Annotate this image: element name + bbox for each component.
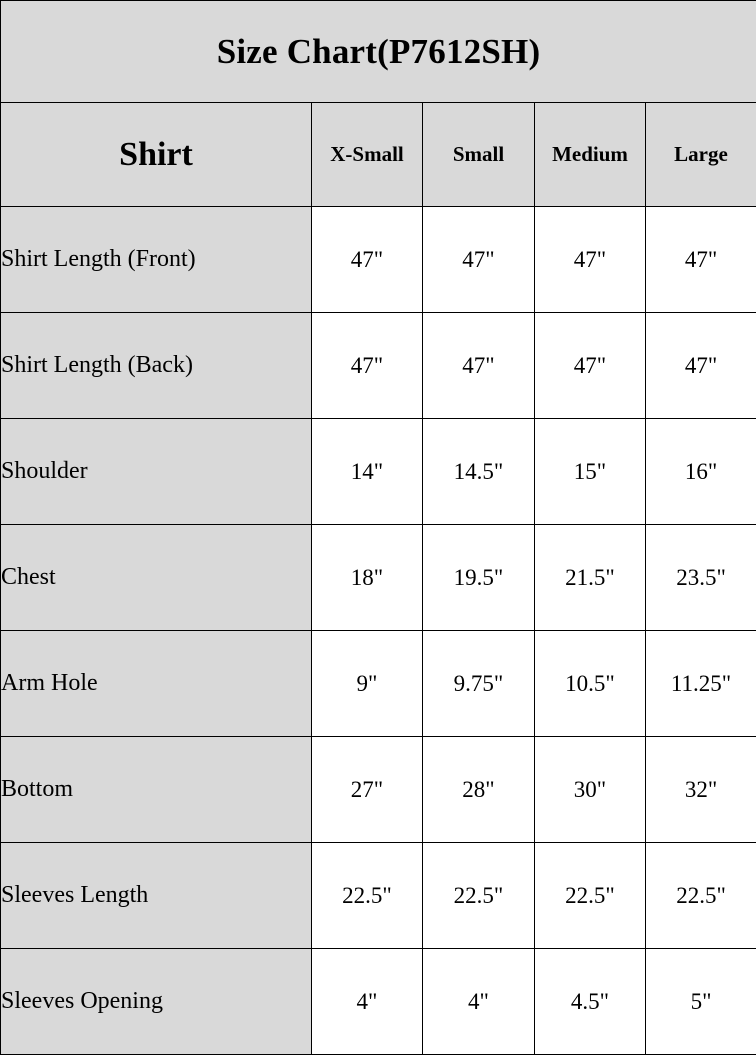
measurement-value: 15" [535,419,646,525]
measurement-value: 4" [423,949,535,1055]
measurement-value: 22.5" [312,843,423,949]
measurement-value: 4" [312,949,423,1055]
measurement-value: 21.5" [535,525,646,631]
measurement-value: 47" [312,313,423,419]
size-header-x-small: X-Small [312,103,423,207]
measurement-value: 28" [423,737,535,843]
measurement-value: 22.5" [423,843,535,949]
title-row [1,1,756,103]
measurement-label: Sleeves Length [1,843,312,949]
size-header-medium: Medium [535,103,646,207]
measurement-value: 47" [535,207,646,313]
measurement-label: Chest [1,525,312,631]
measurement-value: 32" [646,737,756,843]
measurement-value: 47" [423,313,535,419]
table-row [1,843,756,949]
table-row [1,525,756,631]
table-row [1,207,756,313]
size-header-small: Small [423,103,535,207]
measurement-value: 14.5" [423,419,535,525]
measurement-label: Shirt Length (Front) [1,207,312,313]
column-header-row [1,103,756,207]
table-row [1,737,756,843]
measurement-label: Arm Hole [1,631,312,737]
measurement-value: 19.5" [423,525,535,631]
measurement-value: 9.75" [423,631,535,737]
size-header-large: Large [646,103,756,207]
measurement-value: 4.5" [535,949,646,1055]
measurement-value: 47" [423,207,535,313]
measurement-value: 18" [312,525,423,631]
measurement-value: 30" [535,737,646,843]
category-header: Shirt [1,103,312,207]
measurement-value: 22.5" [535,843,646,949]
measurement-value: 47" [312,207,423,313]
table-row [1,949,756,1055]
measurement-value: 9" [312,631,423,737]
measurement-value: 23.5" [646,525,756,631]
measurement-value: 47" [535,313,646,419]
table-row [1,313,756,419]
measurement-label: Shirt Length (Back) [1,313,312,419]
measurement-value: 16" [646,419,756,525]
chart-title: Size Chart(P7612SH) [1,1,756,103]
table-row [1,419,756,525]
measurement-value: 11.25" [646,631,756,737]
measurement-label: Bottom [1,737,312,843]
measurement-value: 14" [312,419,423,525]
measurement-value: 47" [646,207,756,313]
measurement-label: Sleeves Opening [1,949,312,1055]
measurement-value: 22.5" [646,843,756,949]
table-row [1,631,756,737]
measurement-value: 27" [312,737,423,843]
measurement-label: Shoulder [1,419,312,525]
measurement-value: 47" [646,313,756,419]
measurement-value: 10.5" [535,631,646,737]
measurement-value: 5" [646,949,756,1055]
